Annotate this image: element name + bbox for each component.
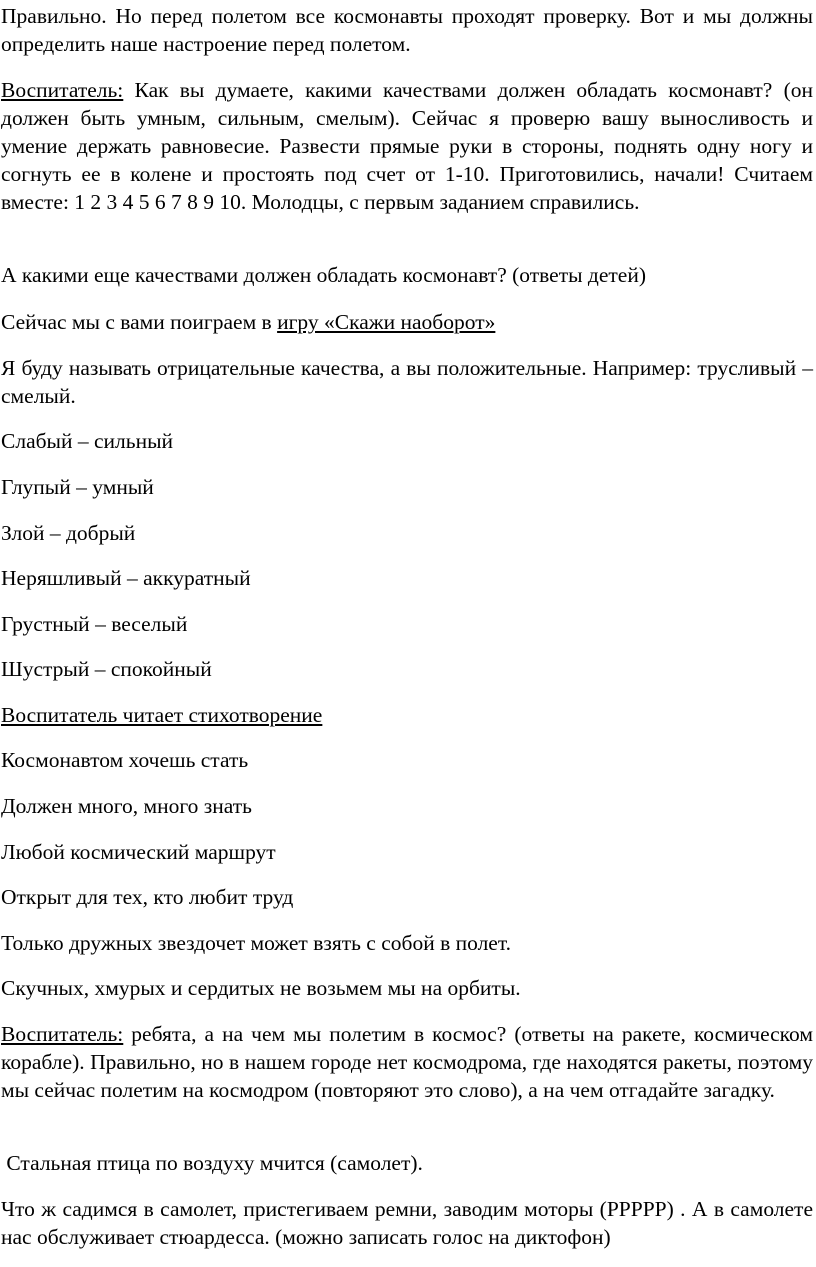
pair-item: Шустрый – спокойный [1, 657, 212, 681]
poem-line: Открыт для тех, кто любит труд [1, 885, 294, 909]
poem-line: Должен много, много знать [1, 794, 252, 818]
paragraph-airplane: Что ж садимся в самолет, пристегиваем ремни, заводим моторы (РРРРР) . А в самолете нас обслуживает стюардесса. (можно записать голос на диктофон) [1, 1197, 813, 1249]
game-title: игру «Скажи наоборот» [277, 310, 496, 334]
paragraph-riddle: Стальная птица по воздуху мчится (самолет). [1, 1151, 423, 1175]
poem-heading: Воспитатель читает стихотворение [1, 703, 323, 727]
pair-item: Глупый – умный [1, 475, 154, 499]
paragraph-game-intro [1, 308, 813, 336]
speaker-label: Воспитатель: [1, 1022, 124, 1046]
poem-line: Космонавтом хочешь стать [1, 748, 249, 772]
poem-line: Любой космический маршрут [1, 840, 276, 864]
paragraph-qualities-question: А какими еще качествами должен обладать космонавт? (ответы детей) [1, 263, 647, 287]
paragraph-teacher-question [1, 76, 813, 216]
poem-line: Скучных, хмурых и сердитых не возьмем мы на орбиты. [1, 976, 521, 1000]
pair-item: Злой – добрый [1, 521, 136, 545]
paragraph-teacher-rocket [1, 1020, 813, 1104]
pair-item: Грустный – веселый [1, 612, 188, 636]
paragraph-game-rules: Я буду называть отрицательные качества, а вы положительные. Например: трусливый – смелый. [1, 356, 813, 408]
pair-item: Неряшливый – аккуратный [1, 566, 251, 590]
paragraph-text: Сейчас мы с вами поиграем в [1, 310, 278, 334]
speaker-label: Воспитатель: [1, 78, 124, 102]
paragraph-intro: Правильно. Но перед полетом все космонавты проходят проверку. Вот и мы должны определить наше настроение перед полетом. [1, 4, 813, 56]
paragraph-text: ребята, а на чем мы полетим в космос? (ответы на ракете, космическом корабле). Правильно, но в нашем городе нет космодрома, где находятся ракеты, поэтому мы сейчас полетим на космодром (повторяют это слово), а на чем отгадайте загадку. [1, 1022, 813, 1102]
paragraph-text: Как вы думаете, какими качествами должен обладать космонавт? (он должен быть умным, сильным, смелым). Сейчас я проверю вашу выносливость и умение держать равновесие. Развести прямые руки в стороны, поднять одну ногу и согнуть ее в колене и простоять под счет от 1-10. Приготовились, начали! Считаем вместе: 1 2 3 4 5 6 7 8 9 10. Молодцы, с первым заданием справились. [1, 78, 813, 214]
pair-item: Слабый – сильный [1, 429, 174, 453]
poem-line: Только дружных звездочет может взять с собой в полет. [1, 931, 512, 955]
